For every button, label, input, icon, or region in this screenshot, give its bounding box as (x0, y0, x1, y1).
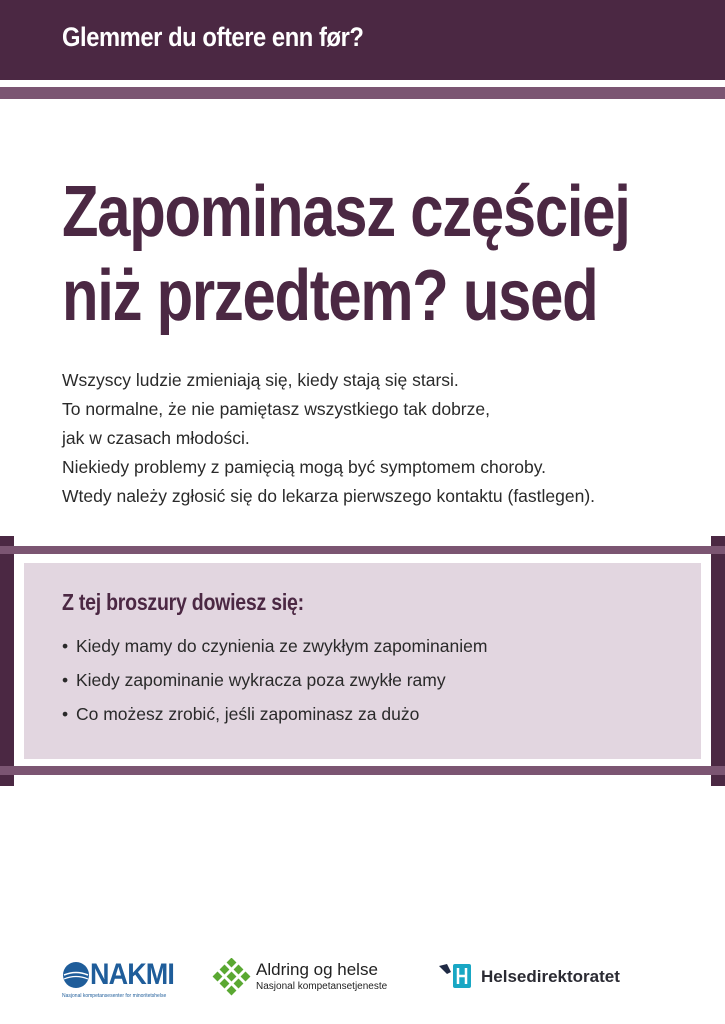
intro-line: To normalne, że nie pamiętasz wszystkiego tak dobrze, (62, 399, 490, 419)
aldring-subtitle: Nasjonal kompetansetjeneste (256, 981, 388, 992)
intro-line: Niekiedy problemy z pamięcią mogą być symptomem choroby. (62, 457, 547, 477)
bullet-icon: • (62, 670, 69, 690)
diamond-cluster-icon (210, 958, 252, 996)
aldring-og-helse-logo (210, 958, 410, 998)
list-item-text: Kiedy zapominanie wykracza poza zwykłe ramy (76, 670, 446, 690)
info-box-list (62, 629, 487, 731)
list-item (62, 697, 487, 731)
intro-line: Wtedy należy zgłosić się do lekarza pierwszego kontaktu (fastlegen). (62, 486, 596, 506)
bullet-icon: • (62, 704, 69, 724)
bullet-icon: • (62, 636, 69, 656)
helsedirektoratet-logo (437, 960, 647, 994)
nakmi-subtitle: Nasjonal kompetansesenter for minoritetshelse (62, 993, 167, 999)
list-item-text: Co możesz zrobić, jeśli zapominasz za dużo (76, 704, 420, 724)
nakmi-logo (62, 958, 174, 1002)
header-title: Glemmer du oftere enn før? (62, 22, 364, 52)
intro-line: Wszyscy ludzie zmieniają się, kiedy stają się starsi. (62, 370, 459, 390)
helsedirektoratet-wordmark: Helsedirektoratet (481, 967, 620, 986)
headline-line-1: Zapominasz częściej (62, 172, 630, 252)
frame-top-stripe (0, 546, 725, 554)
list-item (62, 629, 487, 663)
header-bar (0, 0, 725, 80)
info-box (24, 563, 701, 759)
intro-text (62, 366, 595, 511)
aldring-wordmark: Aldring og helse (256, 960, 378, 979)
list-item (62, 663, 487, 697)
header-stripe (0, 87, 725, 99)
info-box-title: Z tej broszury dowiesz się: (62, 589, 304, 615)
headline-line-2: niż przedtem? used (62, 256, 598, 336)
frame-right-bar (711, 536, 725, 786)
globe-icon (62, 958, 92, 992)
list-item-text: Kiedy mamy do czynienia ze zwykłym zapominaniem (76, 636, 488, 656)
frame-left-bar (0, 536, 14, 786)
intro-line: jak w czasach młodości. (62, 428, 250, 448)
helsedirektoratet-emblem-icon (437, 960, 475, 992)
frame-bottom-stripe (0, 766, 725, 775)
nakmi-wordmark: NAKMI (90, 958, 174, 991)
main-headline (62, 170, 630, 338)
